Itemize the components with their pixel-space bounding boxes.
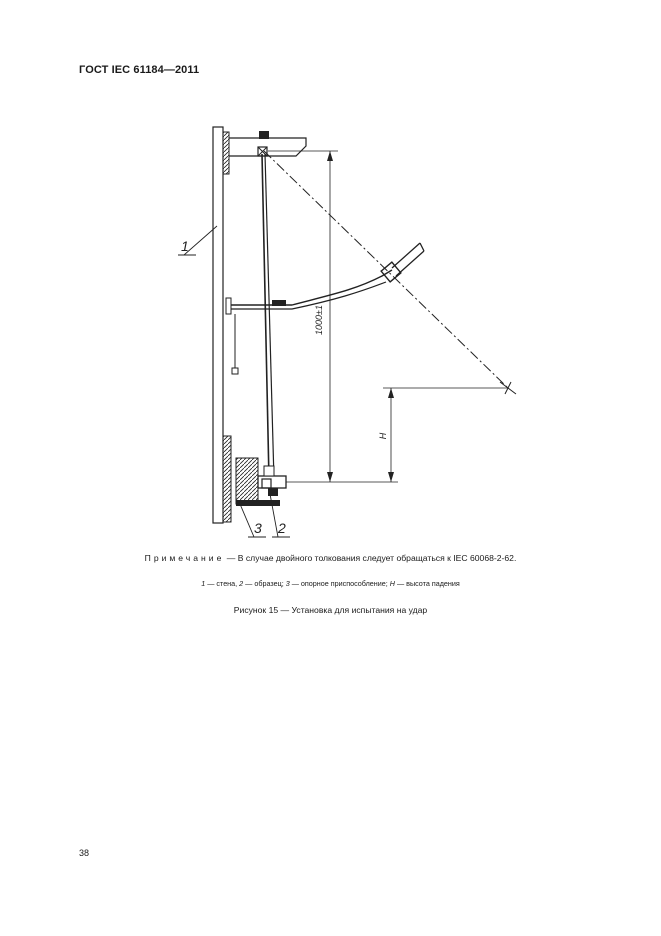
released-pendulum	[229, 270, 392, 305]
middle-bracket	[226, 298, 231, 314]
top-wall-bracket	[223, 132, 229, 174]
dimension-length-label: 1000±1	[314, 305, 324, 335]
support-plate	[236, 458, 258, 504]
swing-line	[264, 151, 508, 388]
legend-nH: H	[389, 579, 395, 588]
callout-1: 1	[181, 238, 189, 254]
document-header: ГОСТ IEC 61184—2011	[79, 64, 200, 76]
hanging-weight	[232, 368, 238, 374]
figure-caption: Рисунок 15 — Установка для испытания на удар	[233, 605, 428, 615]
legend-t3: — опорное приспособление;	[289, 579, 390, 588]
wall-board	[213, 127, 223, 523]
legend-t1: — стена,	[205, 579, 240, 588]
page-number: 38	[79, 848, 90, 858]
legend-tH: — высота падения	[394, 579, 460, 588]
specimen-cap	[264, 466, 274, 476]
note-label: Примечание	[144, 553, 225, 563]
support-base	[236, 500, 280, 506]
released-head	[392, 243, 424, 276]
support-lower-bracket	[223, 436, 231, 522]
top-clamp	[259, 131, 269, 139]
callout-3-leader	[240, 504, 254, 537]
dimension-height-label: H	[378, 432, 388, 440]
legend-n1: 1	[201, 579, 206, 588]
released-pivot	[381, 262, 401, 282]
middle-clamp	[272, 300, 286, 306]
callout-2: 2	[278, 520, 286, 536]
callout-3: 3	[254, 520, 262, 536]
figure-legend	[0, 579, 661, 588]
pendulum-arm-right	[265, 154, 274, 480]
legend-n3: 3	[285, 579, 290, 588]
legend-n2: 2	[239, 579, 244, 588]
pendulum-arm-left	[262, 154, 269, 480]
callout-1-leader	[184, 226, 217, 255]
note	[0, 553, 661, 563]
note-text: — В случае двойного толкования следует обращаться к IEC 60068-2-62.	[226, 553, 517, 563]
legend-t2: — образец;	[243, 579, 286, 588]
